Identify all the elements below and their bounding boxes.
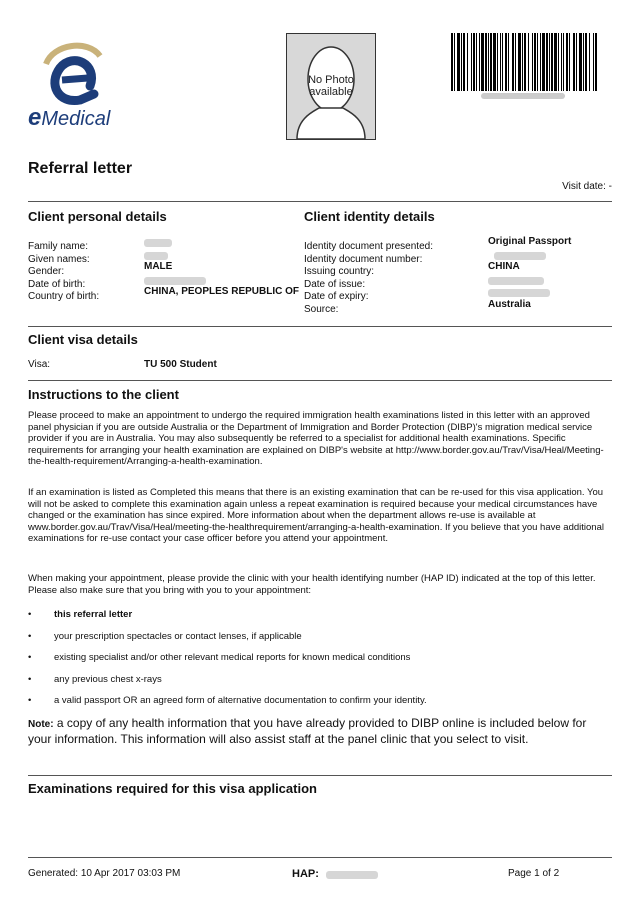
redacted-value [144, 252, 168, 260]
row-date-of-expiry: Date of expiry: [304, 286, 604, 299]
redacted-value [494, 252, 546, 260]
note-paragraph: Note: a copy of any health information that you have already provided to DIBP online is included below for your information. This information will also assist staff at the panel clinic that you select to visit. [28, 716, 587, 746]
instructions-paragraph-3: When making your appointment, please provide the clinic with your health identifying number (HAP ID) indicated at the top of this letter. Please also make sure that you bring with you to your appointment: [28, 573, 596, 596]
barcode [451, 33, 598, 99]
divider [28, 380, 612, 381]
visit-date: Visit date: - [562, 181, 612, 192]
redacted-value [144, 239, 172, 247]
identity-details-list [304, 236, 604, 315]
redacted-hap-id [326, 871, 378, 879]
visa-label: Visa: [28, 359, 51, 370]
list-item: • any previous chest x-rays [28, 673, 162, 685]
divider [28, 857, 612, 858]
examinations-heading: Examinations required for this visa application [28, 781, 317, 796]
row-issuing-country: Issuing country: CHINA [304, 261, 520, 278]
list-item: • this referral letter [28, 609, 133, 620]
personal-details-heading: Client personal details [28, 209, 167, 224]
generated-timestamp: Generated: 10 Apr 2017 03:03 PM [28, 868, 181, 879]
row-gender: Gender: MALE [28, 261, 173, 278]
page-number: Page 1 of 2 [508, 868, 560, 879]
divider [28, 326, 612, 327]
redacted-value [488, 289, 550, 297]
redacted-value [144, 277, 206, 285]
divider [28, 201, 612, 202]
visa-value: TU 500 Student [144, 359, 217, 370]
list-item: • existing specialist and/or other relevant medical reports for known medical conditions [28, 652, 411, 664]
row-country-of-birth: Country of birth: CHINA, PEOPLES REPUBLIC OF [28, 286, 300, 303]
photo-caption: No Photo available [308, 74, 354, 98]
list-item: • your prescription spectacles or contact lenses, if applicable [28, 630, 302, 642]
row-dob: Date of birth: [28, 274, 298, 287]
personal-details-list [28, 236, 300, 303]
row-source: Source: Australia [304, 298, 531, 315]
row-doc-presented: Identity document presented: Original Passport [304, 236, 572, 252]
row-doc-number: Identity document number: [304, 249, 604, 262]
bring-list [28, 609, 612, 717]
instructions-paragraph-1: Please proceed to make an appointment to undergo the required immigration health examinations listed in this letter with an approved panel physician if you are outside Australia or the Department of Immigration and Border Protection (DIBP)'s migration medical service provider if you are in Australia. You may also subsequently be referred to a specialist for additional health examinations. Specific requirements for arranging your health examination are explained on DIBP's website at http://www.border.gov.au/Trav/Visa/Heal/Meeting-the-health-requirement/Arranging-a-health-examination. [28, 410, 604, 468]
instructions-paragraph-2: If an examination is listed as Completed this means that there is an existing examination that can be re-used for this visa application. You will not be asked to complete this examination again unless a repeat examination is required because your medical circumstances have changed or the examination has since expired. More information about when the department allows re-use is available at www.border.gov.au/Trav/Visa/Heal/meeting-the-healthrequirement/arranging-a-health-examination. If you believe that you have additional examinations for re-use contact your case officer before you attend your appointment. [28, 487, 604, 545]
row-date-of-issue: Date of issue: [304, 274, 604, 287]
hap-label: HAP: [292, 868, 319, 880]
identity-details-heading: Client identity details [304, 209, 435, 224]
redacted-value [488, 277, 544, 285]
row-family-name: Family name: [28, 236, 298, 249]
instructions-heading: Instructions to the client [28, 387, 179, 402]
list-item: • a valid passport OR an agreed form of alternative documentation to confirm your identity. [28, 695, 427, 707]
photo-placeholder [286, 33, 376, 140]
row-given-names: Given names: [28, 249, 298, 262]
page-title: Referral letter [28, 160, 133, 177]
divider [28, 775, 612, 776]
visa-details-heading: Client visa details [28, 332, 138, 347]
logo-wordmark: eMedical [28, 104, 111, 131]
